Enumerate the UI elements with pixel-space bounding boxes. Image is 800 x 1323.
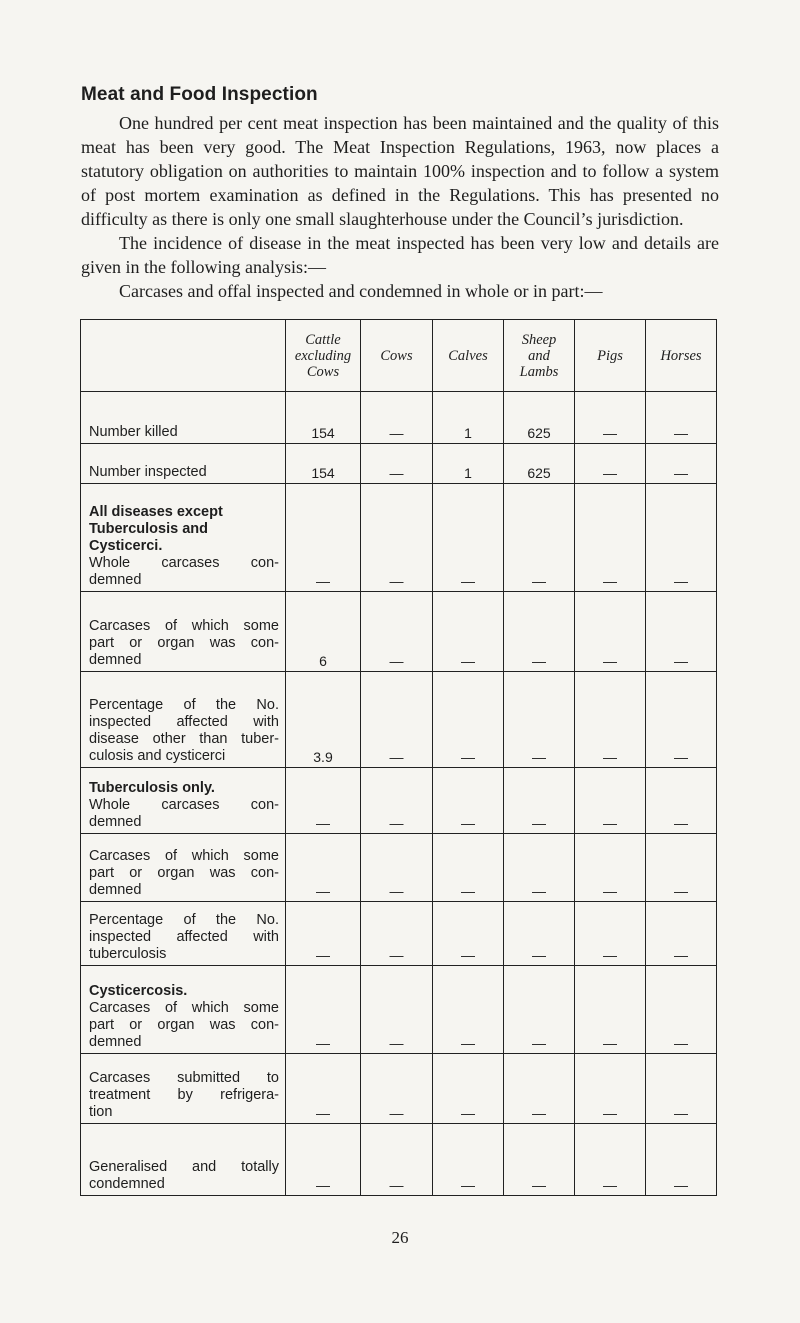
table-cell-value: — [286,966,361,1054]
table-cell-value: — [646,834,717,902]
row-label [81,484,286,592]
table-cell-value: — [504,966,575,1054]
column-header [646,320,717,392]
column-header-line: Horses [660,347,702,364]
row-label-bold-line: Cysticerci. [89,538,163,554]
row-label-line: demned [89,882,142,898]
row-label-line: inspected affected with [89,929,279,945]
table-cell-value: — [646,1124,717,1196]
column-header-line: Sheep [521,331,557,348]
table-cell-value: — [575,1054,646,1124]
table-cell-value: — [361,444,433,484]
row-label [81,902,286,966]
table-cell-value: — [433,768,504,834]
row-label [81,768,286,834]
table-row [81,444,717,484]
row-label [81,1124,286,1196]
table-cell-value: — [286,768,361,834]
table-cell-value: — [286,1124,361,1196]
column-header [575,320,646,392]
row-label [81,1054,286,1124]
table-cell-value: — [646,768,717,834]
table-cell-value: — [433,1124,504,1196]
row-label [81,592,286,672]
table-cell-value: 154 [286,444,361,484]
table-cell-value: — [286,834,361,902]
table-header-row [81,320,717,392]
table-row [81,902,717,966]
row-label-bold-line: Cysticercosis. [89,983,188,999]
table-cell-value: — [433,592,504,672]
row-label-line: Whole carcases con- [89,797,279,813]
table-cell-value: — [433,672,504,768]
row-label-line: disease other than tuber- [89,731,279,747]
row-label-line: tion [89,1104,113,1120]
row-label-line: Carcases of which some [89,1000,279,1016]
table-cell-value: — [361,1054,433,1124]
table-cell-value: — [361,484,433,592]
table-row [81,1054,717,1124]
row-label-line: Carcases of which some [89,618,279,634]
table-cell-value: 625 [504,444,575,484]
table-cell-value: — [286,902,361,966]
row-label-line: Generalised and totally [89,1159,279,1175]
table-cell-value: 6 [286,592,361,672]
table-cell-value: — [361,768,433,834]
table-cell-value: — [575,392,646,444]
table-cell-value: — [646,902,717,966]
row-label-bold-line: Tuberculosis and [89,521,208,537]
row-label-line: treatment by refrigera- [89,1087,279,1103]
table-row [81,392,717,444]
column-header-line: Cows [306,363,340,380]
table-cell-value: — [361,1124,433,1196]
table-cell-value: — [646,392,717,444]
table-cell-value: — [361,834,433,902]
table-row [81,834,717,902]
column-header [361,320,433,392]
column-header [504,320,575,392]
table-cell-value: — [504,592,575,672]
table-row [81,592,717,672]
table-cell-value: — [504,484,575,592]
row-label-line: Number inspected [89,464,207,480]
table-cell-value: 154 [286,392,361,444]
table-cell-value: — [286,1054,361,1124]
table-cell-value: — [646,592,717,672]
table-cell-value: — [575,834,646,902]
table-cell-value: — [646,672,717,768]
table-cell-value: — [575,902,646,966]
table-cell-value: — [504,834,575,902]
paragraph-3: Carcases and offal inspected and condemned in whole or in part:— [119,281,603,301]
header-blank-cell [81,320,286,392]
table-cell-value: — [433,834,504,902]
row-label [81,392,286,444]
row-label-line: Percentage of the No. [89,697,279,713]
table-cell-value: — [646,966,717,1054]
table-cell-value: — [433,484,504,592]
page-number: 26 [391,1228,409,1247]
table-row [81,672,717,768]
table-row [81,1124,717,1196]
column-header-line: Lambs [519,363,559,380]
table-cell-value: — [575,672,646,768]
table-cell-value: — [361,672,433,768]
table-cell-value: — [361,966,433,1054]
row-label-line: Carcases submitted to [89,1070,279,1086]
row-label-line: part or organ was con- [89,1017,279,1033]
row-label-line: culosis and cysticerci [89,748,226,764]
column-header-line: and [528,347,550,364]
table-cell-value: — [575,592,646,672]
row-label-line: part or organ was con- [89,635,279,651]
column-header-line: excluding [294,347,352,364]
column-header-line: Pigs [597,347,623,364]
row-label-line: condemned [89,1176,165,1192]
row-label [81,966,286,1054]
row-label-line: Number killed [89,424,178,440]
column-header-line: Calves [448,347,488,364]
row-label-bold-line: Tuberculosis only. [89,780,215,796]
column-header [286,320,361,392]
row-label-line: Carcases of which some [89,848,279,864]
row-label-line: demned [89,652,142,668]
table-cell-value: — [575,484,646,592]
table-row [81,768,717,834]
inspection-table [80,319,717,1196]
table-cell-value: — [433,1054,504,1124]
row-label-line: tuberculosis [89,946,167,962]
table-cell-value: — [504,672,575,768]
table-cell-value: 1 [433,444,504,484]
row-label-line: demned [89,814,142,830]
row-label-line: Whole carcases con- [89,555,279,571]
table-cell-value: — [646,1054,717,1124]
table-cell-value: — [575,1124,646,1196]
table-cell-value: — [504,768,575,834]
row-label-line: part or organ was con- [89,865,279,881]
table-cell-value: — [575,768,646,834]
column-header [433,320,504,392]
row-label-line: Percentage of the No. [89,912,279,928]
table-cell-value: — [575,444,646,484]
table-cell-value: — [361,902,433,966]
table-cell-value: — [361,392,433,444]
table-cell-value: — [646,484,717,592]
table-row [81,966,717,1054]
row-label-line: demned [89,1034,142,1050]
column-header-line: Cows [380,347,413,364]
row-label-line: inspected affected with [89,714,279,730]
table-body [81,392,717,1196]
table-cell-value: — [646,444,717,484]
column-header-line: Cattle [305,331,341,348]
table-cell-value: 1 [433,392,504,444]
row-label [81,834,286,902]
table-cell-value: — [504,902,575,966]
row-label [81,672,286,768]
section-heading: Meat and Food Inspection [81,84,318,105]
table-cell-value: — [575,966,646,1054]
table-row [81,484,717,592]
paragraph-2: The incidence of disease in the meat inspected has been very low and details are given in the following analysis:— [81,233,719,277]
table-cell-value: — [504,1124,575,1196]
row-label-bold-line: All diseases except [89,504,223,520]
table-cell-value: — [361,592,433,672]
table-cell-value: — [286,484,361,592]
table-cell-value: 625 [504,392,575,444]
intro-text [81,111,719,303]
table-cell-value: — [504,1054,575,1124]
paragraph-1: One hundred per cent meat inspection has been maintained and the quality of this meat has been very good. The Meat Inspection Regulations, 1963, now places a statutory obligation on authorities to maintain 100% inspection and to follow a system of post mortem examination as defined in the Regulations. This has presented no difficulty as there is only one small slaughterhouse under the Council’s jurisdiction. [81,113,719,229]
row-label-line: demned [89,572,142,588]
table-cell-value: 3.9 [286,672,361,768]
row-label [81,444,286,484]
table-cell-value: — [433,902,504,966]
table-cell-value: — [433,966,504,1054]
